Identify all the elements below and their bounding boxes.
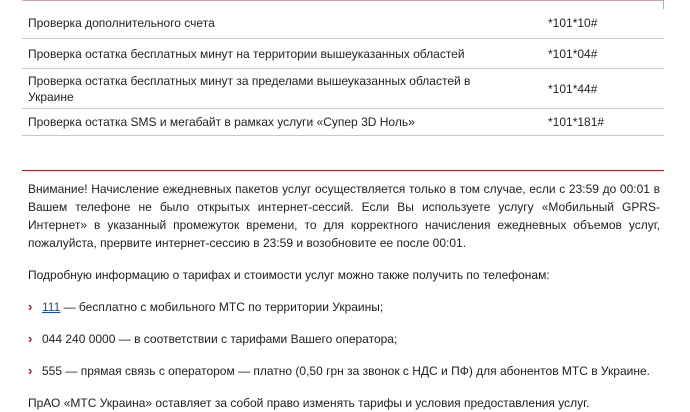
contact-list: [28, 298, 660, 380]
ussd-code: *101*181#: [504, 109, 664, 136]
phone-number: 044 240 0000: [42, 332, 116, 346]
phone-111-link[interactable]: 111: [42, 300, 61, 314]
contact-description: — в соответствии с тарифами Вашего оператора;: [115, 332, 398, 346]
phone-number: 555: [42, 364, 63, 378]
chevron-right-icon: ›: [28, 299, 33, 314]
table-row: [22, 39, 664, 69]
footer-note: ПрАО «МТС Украина» оставляет за собой право изменять тарифы и условия предоставления услуг.: [28, 396, 590, 410]
section-divider: [22, 170, 664, 171]
code-description: Проверка дополнительного счета: [22, 8, 504, 39]
code-description: Проверка остатка бесплатных минут за пределами вышеуказанных областей в Украине: [22, 69, 504, 109]
table-row: [22, 8, 664, 39]
info-text: Подробную информацию о тарифах и стоимости услуг можно также получить по телефонам:: [28, 268, 550, 282]
warning-text: Внимание! Начисление ежедневных пакетов услуг осуществляется только в том случае, если с 23:59 до 00:01 в Вашем телефоне не было открытых интернет-сессий. Если Вы используете услугу «Мобильный GPRS-Интернет» в указанный промежуток времени, то для корректного начисления ежедневных объемов услуг, пожалуйста, прервите интернет-сессию в 23:59 и возобновите ее после 00:01.: [28, 182, 660, 250]
table-row: [22, 109, 664, 136]
contact-description: — прямая связь с оператором — платно (0,50 грн за звонок с НДС и ПФ) для абонентов МТС в Украине.: [62, 364, 650, 378]
contact-description: — бесплатно с мобильного МТС по территории Украины;: [60, 300, 384, 314]
ussd-codes-table: [22, 8, 664, 136]
table-row: [22, 69, 664, 109]
list-item: [28, 330, 660, 348]
ussd-code: *101*04#: [504, 39, 664, 69]
notes-section: [28, 180, 660, 412]
chevron-right-icon: ›: [28, 363, 33, 378]
chevron-right-icon: ›: [28, 331, 33, 346]
top-divider: [22, 0, 664, 1]
ussd-code: *101*44#: [504, 69, 664, 109]
list-item: [28, 298, 660, 316]
code-description: Проверка остатка бесплатных минут на территории вышеуказанных областей: [22, 39, 504, 69]
list-item: [28, 362, 660, 380]
ussd-code: *101*10#: [504, 8, 664, 39]
code-description: Проверка остатка SMS и мегабайт в рамках услуги «Супер 3D Ноль»: [22, 109, 504, 136]
